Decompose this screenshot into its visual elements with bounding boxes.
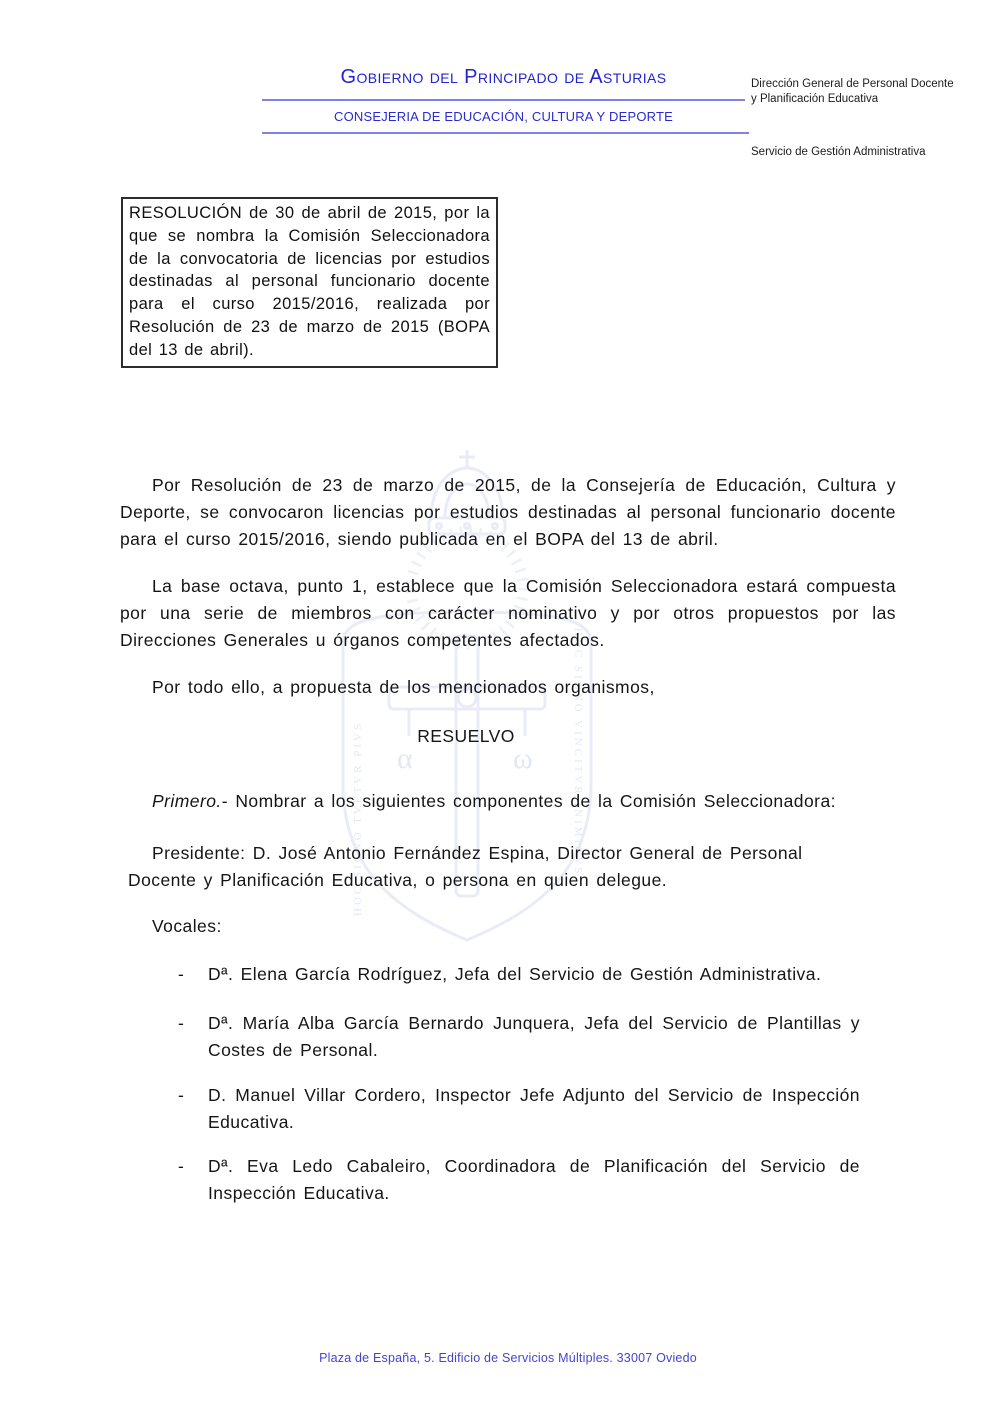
left-motto: HOC SIGNO TVETVR PIVS [352,720,364,916]
president-line2: Docente y Planificación Educativa, o persona en quien delegue. [128,870,668,890]
paragraph-primero [120,788,896,815]
paragraph-convocatoria: Por Resolución de 23 de marzo de 2015, de la Consejería de Educación, Cultura y Deporte, se convocaron licencias por estudios destinadas al personal funcionario docente para el curso 2015/2016, siendo publicada en el BOPA del 13 de abril. [120,475,896,549]
paragraph-por-todo-ello: Por todo ello, a propuesta de los mencionados organismos, [152,677,655,697]
president-line1: Presidente: D. José Antonio Fernández Espina, Director General de Personal [152,843,803,863]
alpha-glyph: α [397,742,413,775]
primero-text: - Nombrar a los siguientes componentes de la Comisión Seleccionadora: [221,791,836,811]
directorate-line1: Dirección General de Personal Docente [751,78,954,90]
resolution-summary-box: RESOLUCIÓN de 30 de abril de 2015, por la que se nombra la Comisión Seleccionadora de la convocatoria de licencias por estudios destinadas al personal funcionario docente para el curso 2015/2016, realizada por Resolución de 23 de marzo de 2015 (BOPA del 13 de abril). [121,197,498,368]
vocal-text: Dª. Elena García Rodríguez, Jefa del Servicio de Gestión Administrativa. [208,964,822,984]
right-motto: HOC SIGNO VINCITVR INIMICVS [572,628,584,877]
omega-glyph: ω [513,742,533,775]
vocal-item [120,1153,896,1207]
vocal-text: Dª. Eva Ledo Cabaleiro, Coordinadora de Planificación del Servicio de Inspección Educativa. [208,1156,860,1203]
bullet-dash: - [178,1085,185,1105]
resuelvo-heading: RESUELVO [417,726,515,746]
vocal-item [120,1010,896,1064]
vocal-item [120,1082,896,1136]
vocal-text: Dª. María Alba García Bernardo Junquera, Jefa del Servicio de Plantillas y Costes de Personal. [208,1013,860,1060]
bullet-dash: - [178,964,185,984]
directorate-line2: y Planificación Educativa [751,93,879,105]
paragraph-base-octava: La base octava, punto 1, establece que la Comisión Seleccionadora estará compuesta por una serie de miembros con carácter nominativo y por otros propuestos por las Direcciones Generales u órganos competentes afectados. [120,576,896,650]
header-rule-bottom [262,132,749,134]
header-rule-top [262,99,745,101]
paragraph-president [120,840,896,894]
directorate-block [751,77,966,107]
primero-label: Primero. [152,791,222,811]
vocales-label: Vocales: [152,916,222,936]
vocal-text: D. Manuel Villar Cordero, Inspector Jefe Adjunto del Servicio de Inspección Educativa. [208,1085,860,1132]
service-unit-label: Servicio de Gestión Administrativa [751,146,926,158]
bullet-dash: - [178,1013,185,1033]
footer-address: Plaza de España, 5. Edificio de Servicios Múltiples. 33007 Oviedo [319,1351,697,1365]
department-title: CONSEJERIA DE EDUCACIÓN, CULTURA Y DEPORTE [333,109,673,124]
bullet-dash: - [178,1156,185,1176]
government-title: Gobierno del Principado de Asturias [340,66,667,88]
document-body [120,472,896,1207]
vocal-item [120,961,896,988]
